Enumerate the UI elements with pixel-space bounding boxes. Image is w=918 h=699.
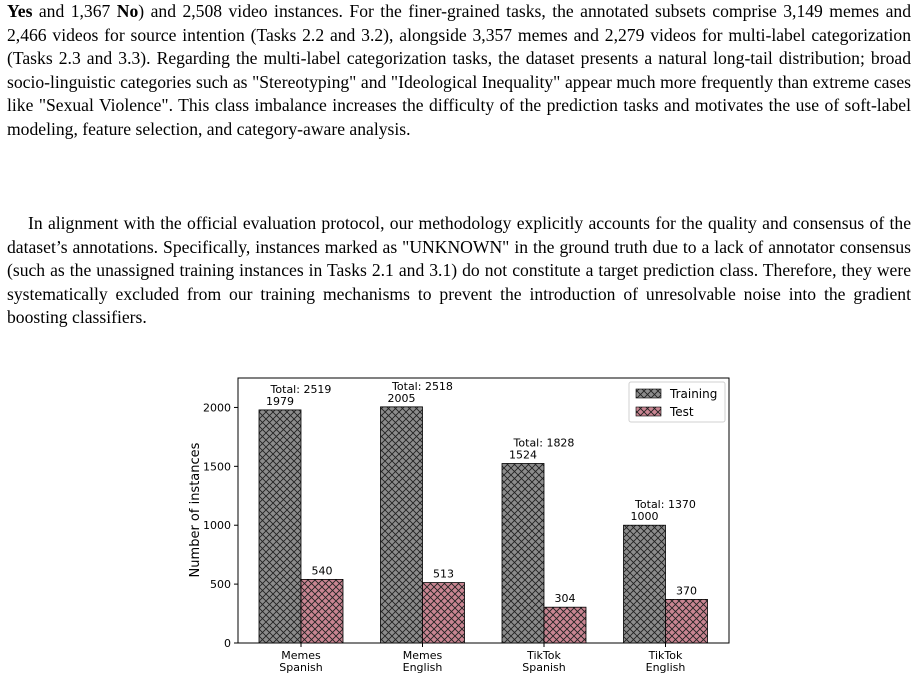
- x-tick-label: Memes: [281, 649, 321, 662]
- test-bar: [423, 583, 465, 643]
- p1-text-a: and 1,367: [32, 1, 117, 21]
- x-tick-label: Spanish: [522, 661, 566, 674]
- training-bar: [502, 464, 544, 643]
- legend-label: Training: [670, 387, 718, 401]
- x-axis: [279, 643, 685, 674]
- bold-no: No: [116, 1, 139, 21]
- y-axis-label: Number of instances: [188, 442, 203, 578]
- y-tick-label: 1500: [203, 460, 231, 474]
- total-label: Total: 2518: [392, 379, 453, 393]
- total-label: Total: 1828: [513, 436, 575, 450]
- x-tick-label: English: [645, 661, 686, 674]
- legend-label: Test: [670, 405, 694, 419]
- training-bar: [259, 410, 301, 643]
- y-tick-label: 1000: [203, 519, 231, 533]
- x-tick-label: TikTok: [527, 649, 561, 662]
- bar-value-label: 1979: [266, 394, 294, 408]
- y-axis: [203, 401, 238, 650]
- test-bar: [301, 579, 343, 643]
- y-tick-label: 500: [210, 578, 231, 592]
- legend-swatch: [636, 407, 661, 416]
- bar-value-label: 370: [676, 584, 697, 598]
- x-tick-label: Spanish: [279, 661, 323, 674]
- x-tick-label: TikTok: [648, 649, 683, 662]
- paragraph-2: [7, 212, 911, 330]
- test-bar: [666, 599, 708, 643]
- bar-chart: [0, 370, 918, 699]
- x-tick-label: English: [402, 661, 443, 674]
- bar-value-label: 1524: [509, 448, 537, 462]
- training-bar: [381, 407, 423, 643]
- p2-text: In alignment with the official evaluation protocol, our methodology explicitly accounts for the quality and consensus of the dataset’s annotations. Specifically, instances marked as "UNKNOWN" in the ground truth due to a lack of annotator consensus (such as the unassigned training instances in Tasks 2.1 and 3.1) do not constitute a target prediction class. Therefore, they were systematically excluded from our training mechanisms to prevent the introduction of unresolvable noise into the gradient boosting classifiers.: [7, 213, 911, 328]
- legend-swatch: [636, 389, 661, 398]
- bar-value-label: 1000: [630, 510, 659, 524]
- training-bar: [624, 525, 666, 643]
- y-tick-label: 2000: [203, 401, 231, 415]
- bar-value-label: 2005: [387, 391, 416, 405]
- bold-yes: Yes: [7, 1, 33, 21]
- bar-value-label: 304: [554, 592, 576, 606]
- bar-value-label: 540: [311, 564, 333, 578]
- total-label: Total: 1370: [635, 498, 696, 512]
- p1-text-b: ) and 2,508 video instances. For the finer-grained tasks, the annotated subsets comprise 3,149 memes and 2,466 videos for source intention (Tasks 2.2 and 3.2), alongside 3,357 memes and 2,279 videos for multi-label categorization (Tasks 2.3 and 3.3). Regarding the multi-label categorization tasks, the dataset presents a natural long-tail distribution; broad socio-linguistic categories such as "Stereotyping" and "Ideological Inequality" appear much more frequently than extreme cases like "Sexual Violence". This class imbalance increases the difficulty of the prediction tasks and motivates the use of soft-label modeling, feature selection, and category-aware analysis.: [7, 1, 911, 139]
- legend: [629, 382, 725, 422]
- total-label: Total: 2519: [270, 382, 332, 396]
- paragraph-1: [7, 0, 911, 142]
- x-tick-label: Memes: [402, 649, 443, 662]
- y-tick-label: 0: [224, 637, 231, 650]
- test-bar: [544, 607, 586, 643]
- bar-value-label: 513: [433, 567, 454, 581]
- bars: [259, 407, 708, 643]
